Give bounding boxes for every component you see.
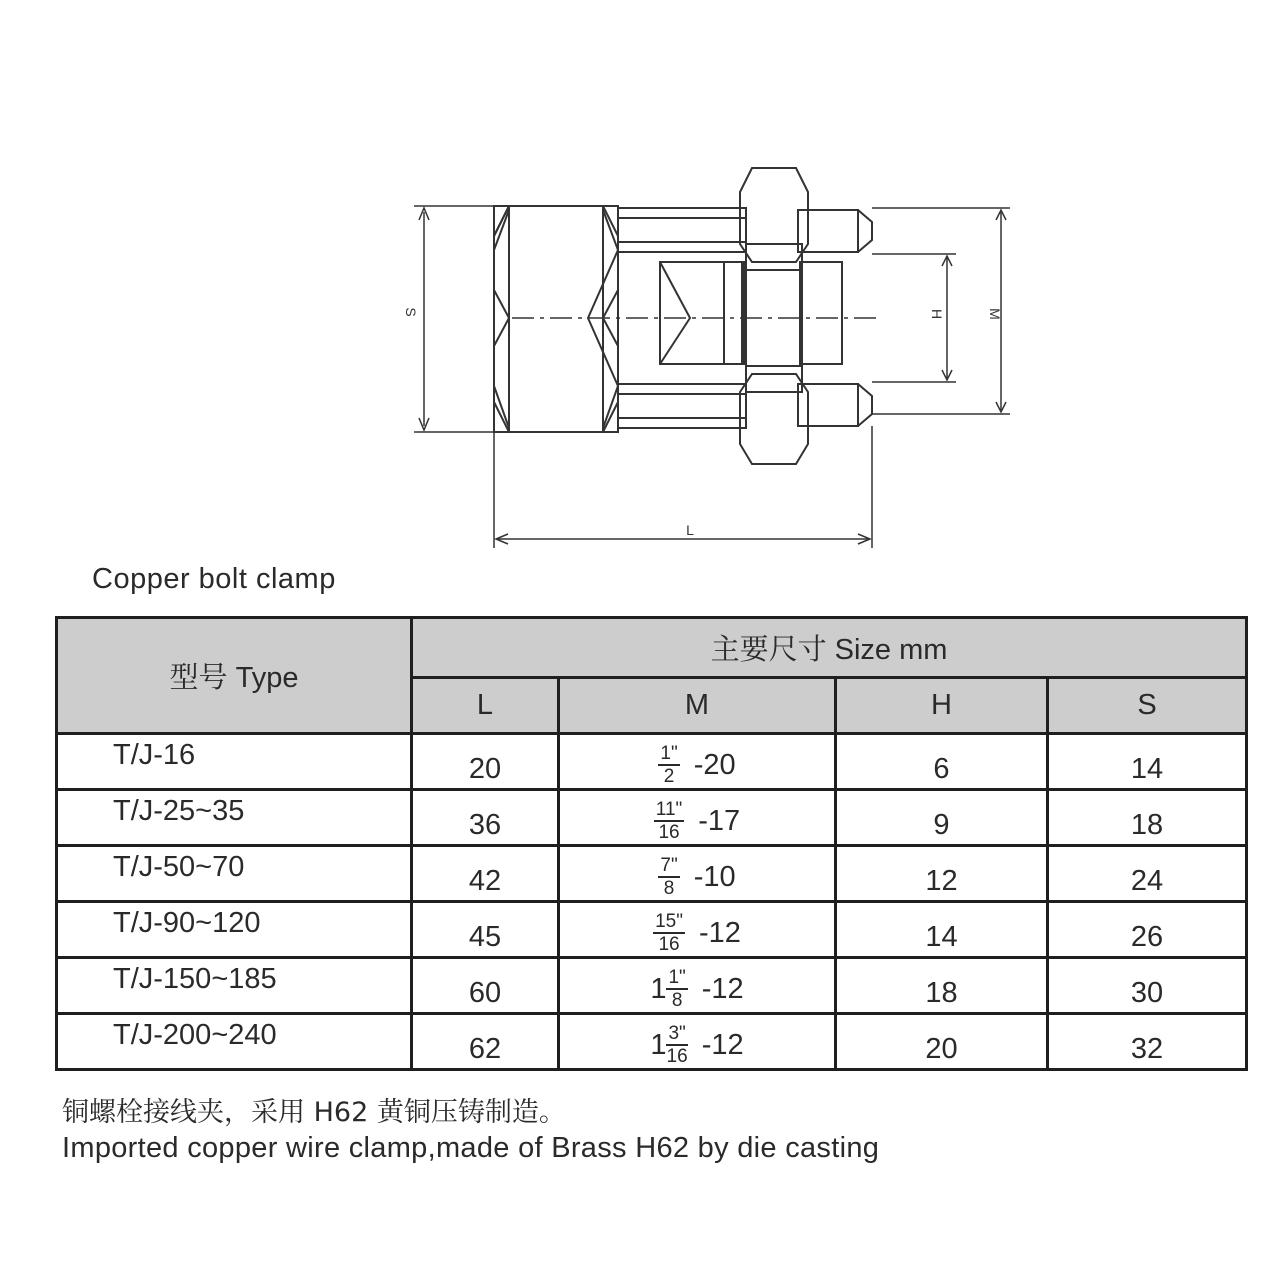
m-numerator: 1" bbox=[668, 967, 686, 988]
m-value bbox=[650, 1024, 743, 1066]
l-cell: 60 bbox=[412, 958, 559, 1014]
m-numerator: 7" bbox=[660, 855, 678, 876]
m-denominator: 2 bbox=[663, 766, 675, 787]
note-chinese: 铜螺栓接线夹，采用 H62 黄铜压铸制造。 bbox=[62, 1097, 566, 1128]
note-english: Imported copper wire clamp,made of Brass H62 by die casting bbox=[62, 1132, 880, 1164]
m-cell bbox=[559, 958, 836, 1014]
m-fraction bbox=[658, 744, 679, 786]
size-header: 主要尺寸 Size mm bbox=[412, 618, 1247, 678]
s-cell: 14 bbox=[1048, 734, 1247, 790]
m-numerator: 15" bbox=[655, 911, 683, 932]
m-whole: 1 bbox=[650, 1028, 667, 1061]
product-caption: Copper bolt clamp bbox=[92, 563, 336, 595]
m-value bbox=[654, 800, 740, 842]
m-fraction bbox=[666, 1024, 687, 1066]
m-cell bbox=[559, 846, 836, 902]
type-cell: T/J-200~240 bbox=[57, 1014, 412, 1070]
dim-label-l: L bbox=[686, 522, 694, 538]
m-suffix: -17 bbox=[698, 804, 741, 837]
l-cell: 45 bbox=[412, 902, 559, 958]
column-header: L bbox=[412, 678, 559, 734]
m-denominator: 8 bbox=[663, 878, 675, 899]
table-row bbox=[57, 1014, 1247, 1070]
h-cell: 12 bbox=[836, 846, 1048, 902]
l-cell: 62 bbox=[412, 1014, 559, 1070]
column-header: M bbox=[559, 678, 836, 734]
l-cell: 42 bbox=[412, 846, 559, 902]
m-numerator: 1" bbox=[660, 743, 678, 764]
spec-table bbox=[55, 616, 1248, 1071]
type-header: 型号 Type bbox=[57, 618, 412, 734]
m-suffix: -20 bbox=[693, 748, 736, 781]
m-suffix: -10 bbox=[693, 860, 736, 893]
clamp-technical-drawing bbox=[0, 0, 1288, 560]
type-cell: T/J-50~70 bbox=[57, 846, 412, 902]
m-value bbox=[650, 968, 743, 1010]
m-denominator: 8 bbox=[671, 990, 683, 1011]
clamp-block bbox=[660, 262, 842, 364]
m-suffix: -12 bbox=[701, 972, 744, 1005]
m-cell bbox=[559, 1014, 836, 1070]
m-fraction bbox=[658, 856, 679, 898]
m-cell bbox=[559, 734, 836, 790]
type-cell: T/J-150~185 bbox=[57, 958, 412, 1014]
l-cell: 20 bbox=[412, 734, 559, 790]
type-cell: T/J-90~120 bbox=[57, 902, 412, 958]
column-header: S bbox=[1048, 678, 1247, 734]
m-cell bbox=[559, 902, 836, 958]
l-cell: 36 bbox=[412, 790, 559, 846]
m-value bbox=[658, 744, 735, 786]
m-denominator: 16 bbox=[666, 1046, 688, 1067]
m-fraction bbox=[653, 912, 685, 954]
m-fraction bbox=[654, 800, 684, 842]
type-cell: T/J-25~35 bbox=[57, 790, 412, 846]
m-value bbox=[658, 856, 735, 898]
m-suffix: -12 bbox=[701, 1028, 744, 1061]
dim-label-m: M bbox=[987, 308, 1003, 320]
column-header: H bbox=[836, 678, 1048, 734]
table-row bbox=[57, 790, 1247, 846]
s-cell: 30 bbox=[1048, 958, 1247, 1014]
type-cell: T/J-16 bbox=[57, 734, 412, 790]
h-cell: 9 bbox=[836, 790, 1048, 846]
m-cell bbox=[559, 790, 836, 846]
h-cell: 14 bbox=[836, 902, 1048, 958]
m-whole: 1 bbox=[650, 972, 667, 1005]
h-cell: 6 bbox=[836, 734, 1048, 790]
table-row bbox=[57, 734, 1247, 790]
table-row bbox=[57, 958, 1247, 1014]
m-value bbox=[653, 912, 741, 954]
h-cell: 18 bbox=[836, 958, 1048, 1014]
s-cell: 26 bbox=[1048, 902, 1247, 958]
m-fraction bbox=[666, 968, 687, 1010]
m-denominator: 16 bbox=[658, 934, 680, 955]
m-numerator: 3" bbox=[668, 1023, 686, 1044]
h-cell: 20 bbox=[836, 1014, 1048, 1070]
m-denominator: 16 bbox=[658, 822, 680, 843]
dim-label-s: S bbox=[403, 307, 419, 317]
m-suffix: -12 bbox=[698, 916, 741, 949]
table-row bbox=[57, 902, 1247, 958]
large-hex-body bbox=[494, 206, 618, 432]
dim-label-h: H bbox=[929, 308, 945, 320]
dimension-lines bbox=[414, 206, 1010, 548]
s-cell: 18 bbox=[1048, 790, 1247, 846]
s-cell: 24 bbox=[1048, 846, 1247, 902]
m-numerator: 11" bbox=[655, 799, 683, 820]
table-row bbox=[57, 846, 1247, 902]
s-cell: 32 bbox=[1048, 1014, 1247, 1070]
